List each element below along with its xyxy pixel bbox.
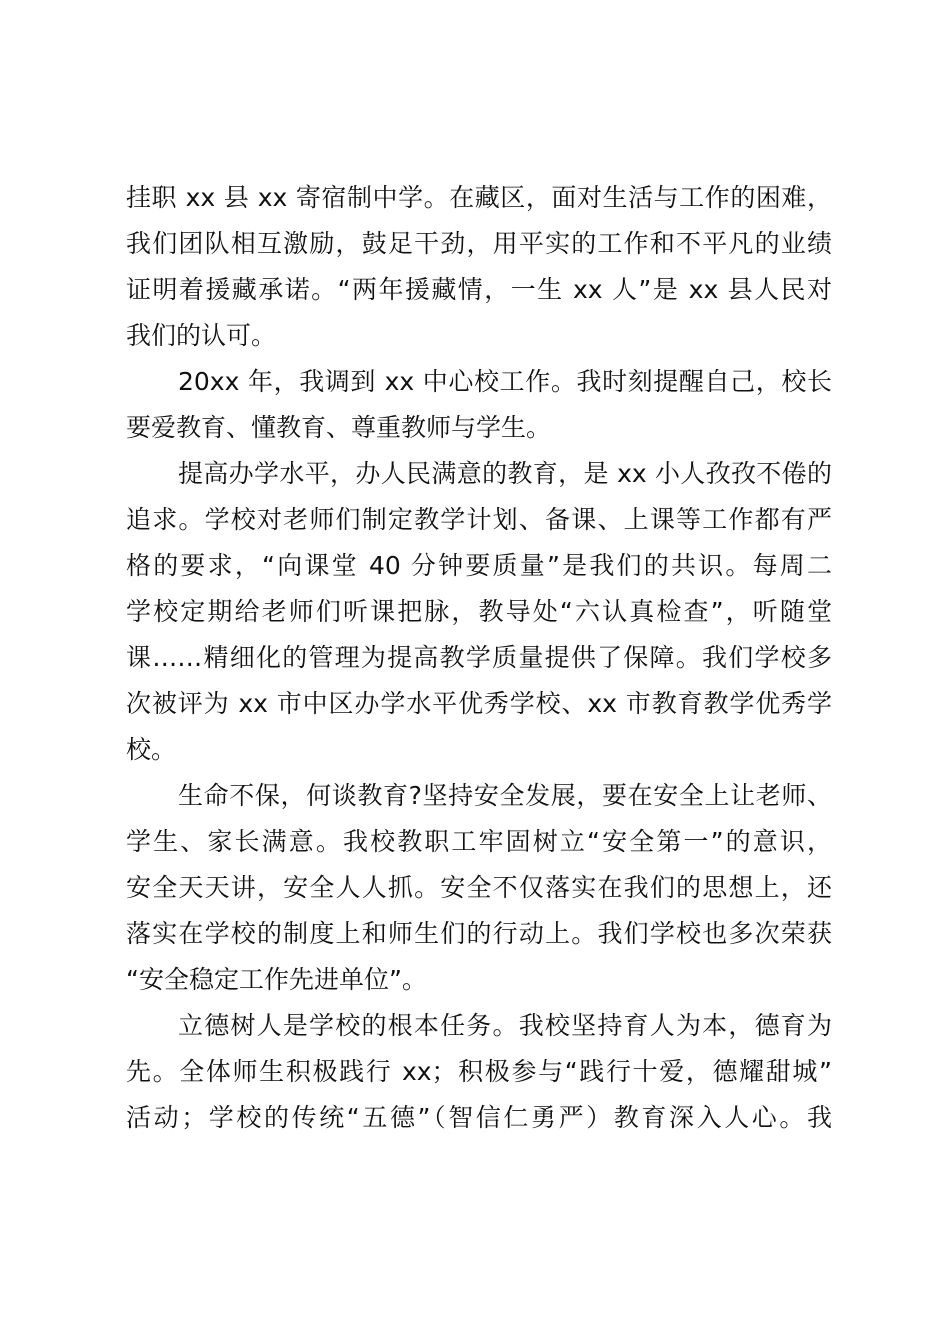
text-line: 校。 [126, 735, 177, 764]
text-line: 证明着援藏承诺。“两年援藏情，一生 xx 人”是 xx 县人民对 [126, 275, 832, 304]
text-line: 生命不保，何谈教育?坚持安全发展，要在安全上让老师、 [178, 781, 832, 810]
text-line: 20xx 年，我调到 xx 中心校工作。我时刻提醒自己，校长 [178, 367, 832, 396]
text-line: 落实在学校的制度上和师生们的行动上。我们学校也多次荣获 [126, 919, 832, 948]
text-line: 先。全体师生积极践行 xx；积极参与“践行十爱，德耀甜城” [126, 1057, 832, 1086]
text-line: 学校定期给老师们听课把脉，教导处“六认真检查”，听随堂 [126, 597, 832, 626]
text-line: 次被评为 xx 市中区办学水平优秀学校、xx 市教育教学优秀学 [126, 689, 832, 718]
text-line: 我们团队相互激励，鼓足干劲，用平实的工作和不平凡的业绩 [126, 229, 832, 258]
text-line: 课……精细化的管理为提高教学质量提供了保障。我们学校多 [126, 643, 832, 672]
text-line: 学生、家长满意。我校教职工牢固树立“安全第一”的意识， [126, 827, 832, 856]
text-line: 安全天天讲，安全人人抓。安全不仅落实在我们的思想上，还 [126, 873, 832, 902]
text-line: 挂职 xx 县 xx 寄宿制中学。在藏区，面对生活与工作的困难， [126, 183, 832, 212]
text-line: 格的要求，“向课堂 40 分钟要质量”是我们的共识。每周二 [126, 551, 832, 580]
text-line: 我们的认可。 [126, 321, 277, 350]
paragraph [126, 1003, 832, 1141]
paragraph [126, 451, 832, 773]
text-line: 立德树人是学校的根本任务。我校坚持育人为本，德育为 [178, 1011, 832, 1040]
document-body [126, 175, 832, 1141]
text-line: “安全稳定工作先进单位”。 [126, 965, 427, 994]
text-line: 活动；学校的传统“五德”（智信仁勇严）教育深入人心。我 [126, 1103, 832, 1132]
paragraph [126, 359, 832, 451]
text-line: 追求。学校对老师们制定教学计划、备课、上课等工作都有严 [126, 505, 832, 534]
paragraph [126, 773, 832, 1003]
text-line: 提高办学水平，办人民满意的教育，是 xx 小人孜孜不倦的 [178, 459, 832, 488]
text-line: 要爱教育、懂教育、尊重教师与学生。 [126, 413, 552, 442]
paragraph [126, 175, 832, 359]
